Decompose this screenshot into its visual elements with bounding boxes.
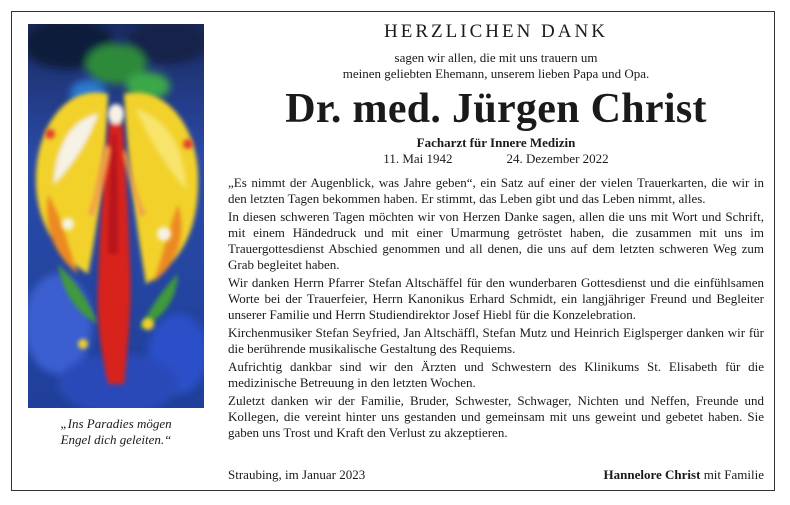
paragraph: Wir danken Herrn Pfarrer Stefan Altschäffel für den wunderbaren Gottesdienst und die einfühlsamen Worte bei der Trauerfeier, Herrn Kanonikus Erhard Schmidt, ein langjähriger Freund und Begleiter unserer Familie und Herrn Studiendirektor Josef Hiebl für die Konzelebration. (228, 275, 764, 322)
signature (604, 467, 764, 483)
profession: Facharzt für Innere Medizin (416, 135, 576, 150)
paragraph: Kirchenmusiker Stefan Seyfried, Jan Altschäffl, Stefan Mutz und Heinrich Eiglsperger danken wir für die berührende musikalische Gestaltung des Requiems. (228, 325, 764, 356)
life-dates (228, 150, 764, 167)
thanks-body (228, 175, 764, 443)
intro-text (228, 50, 764, 82)
place-date: Straubing, im Januar 2023 (228, 467, 366, 482)
paragraph: Zuletzt danken wir der Familie, Bruder, Schwester, Schwager, Nichten und Neffen, Freunde und Kollegen, die vereint hinter uns gestanden und gemeinsam mit uns geweint und gebetet haben. Sie gaben uns Trost und Kraft den Verlust zu akzeptieren. (228, 393, 764, 440)
deceased-name: Dr. med. Jürgen Christ (285, 86, 707, 132)
quote-line-2: Engel dich geleiten.“ (60, 432, 172, 447)
paragraph: Aufrichtig dankbar sind wir den Ärzten und Schwestern des Klinikums St. Elisabeth für die medizinische Betreuung in den letzten Wochen. (228, 359, 764, 390)
birth-date: 11. Mai 1942 (383, 151, 453, 166)
intro-line-2: meinen geliebten Ehemann, unserem lieben Papa und Opa. (342, 66, 650, 81)
angel-painting-svg (28, 24, 204, 408)
paragraph: In diesen schweren Tagen möchten wir von Herzen Danke sagen, allen die uns mit Wort und Schrift, mit einem Händedruck und mit einer Umarmung getröstet haben, die zusammen mit uns im Trauergottesdienst Abschied genommen und all denen, die uns auf dem letzten schweren Weg zum Grab begleitet haben. (228, 209, 764, 272)
intro-line-1: sagen wir allen, die mit uns trauern um (394, 50, 598, 65)
death-date: 24. Dezember 2022 (506, 151, 609, 166)
paragraph: „Es nimmt der Augenblick, was Jahre geben“, ein Satz auf einer der vielen Trauerkarten, die wir in den letzten Tagen bekommen haben. Er stimmt, das Leben gibt und das Leben nimmt, alles. (228, 175, 764, 206)
thanks-heading: HERZLICHEN DANK (384, 21, 608, 42)
quote-line-1: „Ins Paradies mögen (60, 416, 172, 431)
signer-name: Hannelore Christ (603, 467, 701, 482)
footer (228, 467, 764, 483)
angel-quote (28, 416, 204, 448)
signer-suffix: mit Familie (700, 467, 764, 482)
angel-painting-image (28, 24, 204, 408)
